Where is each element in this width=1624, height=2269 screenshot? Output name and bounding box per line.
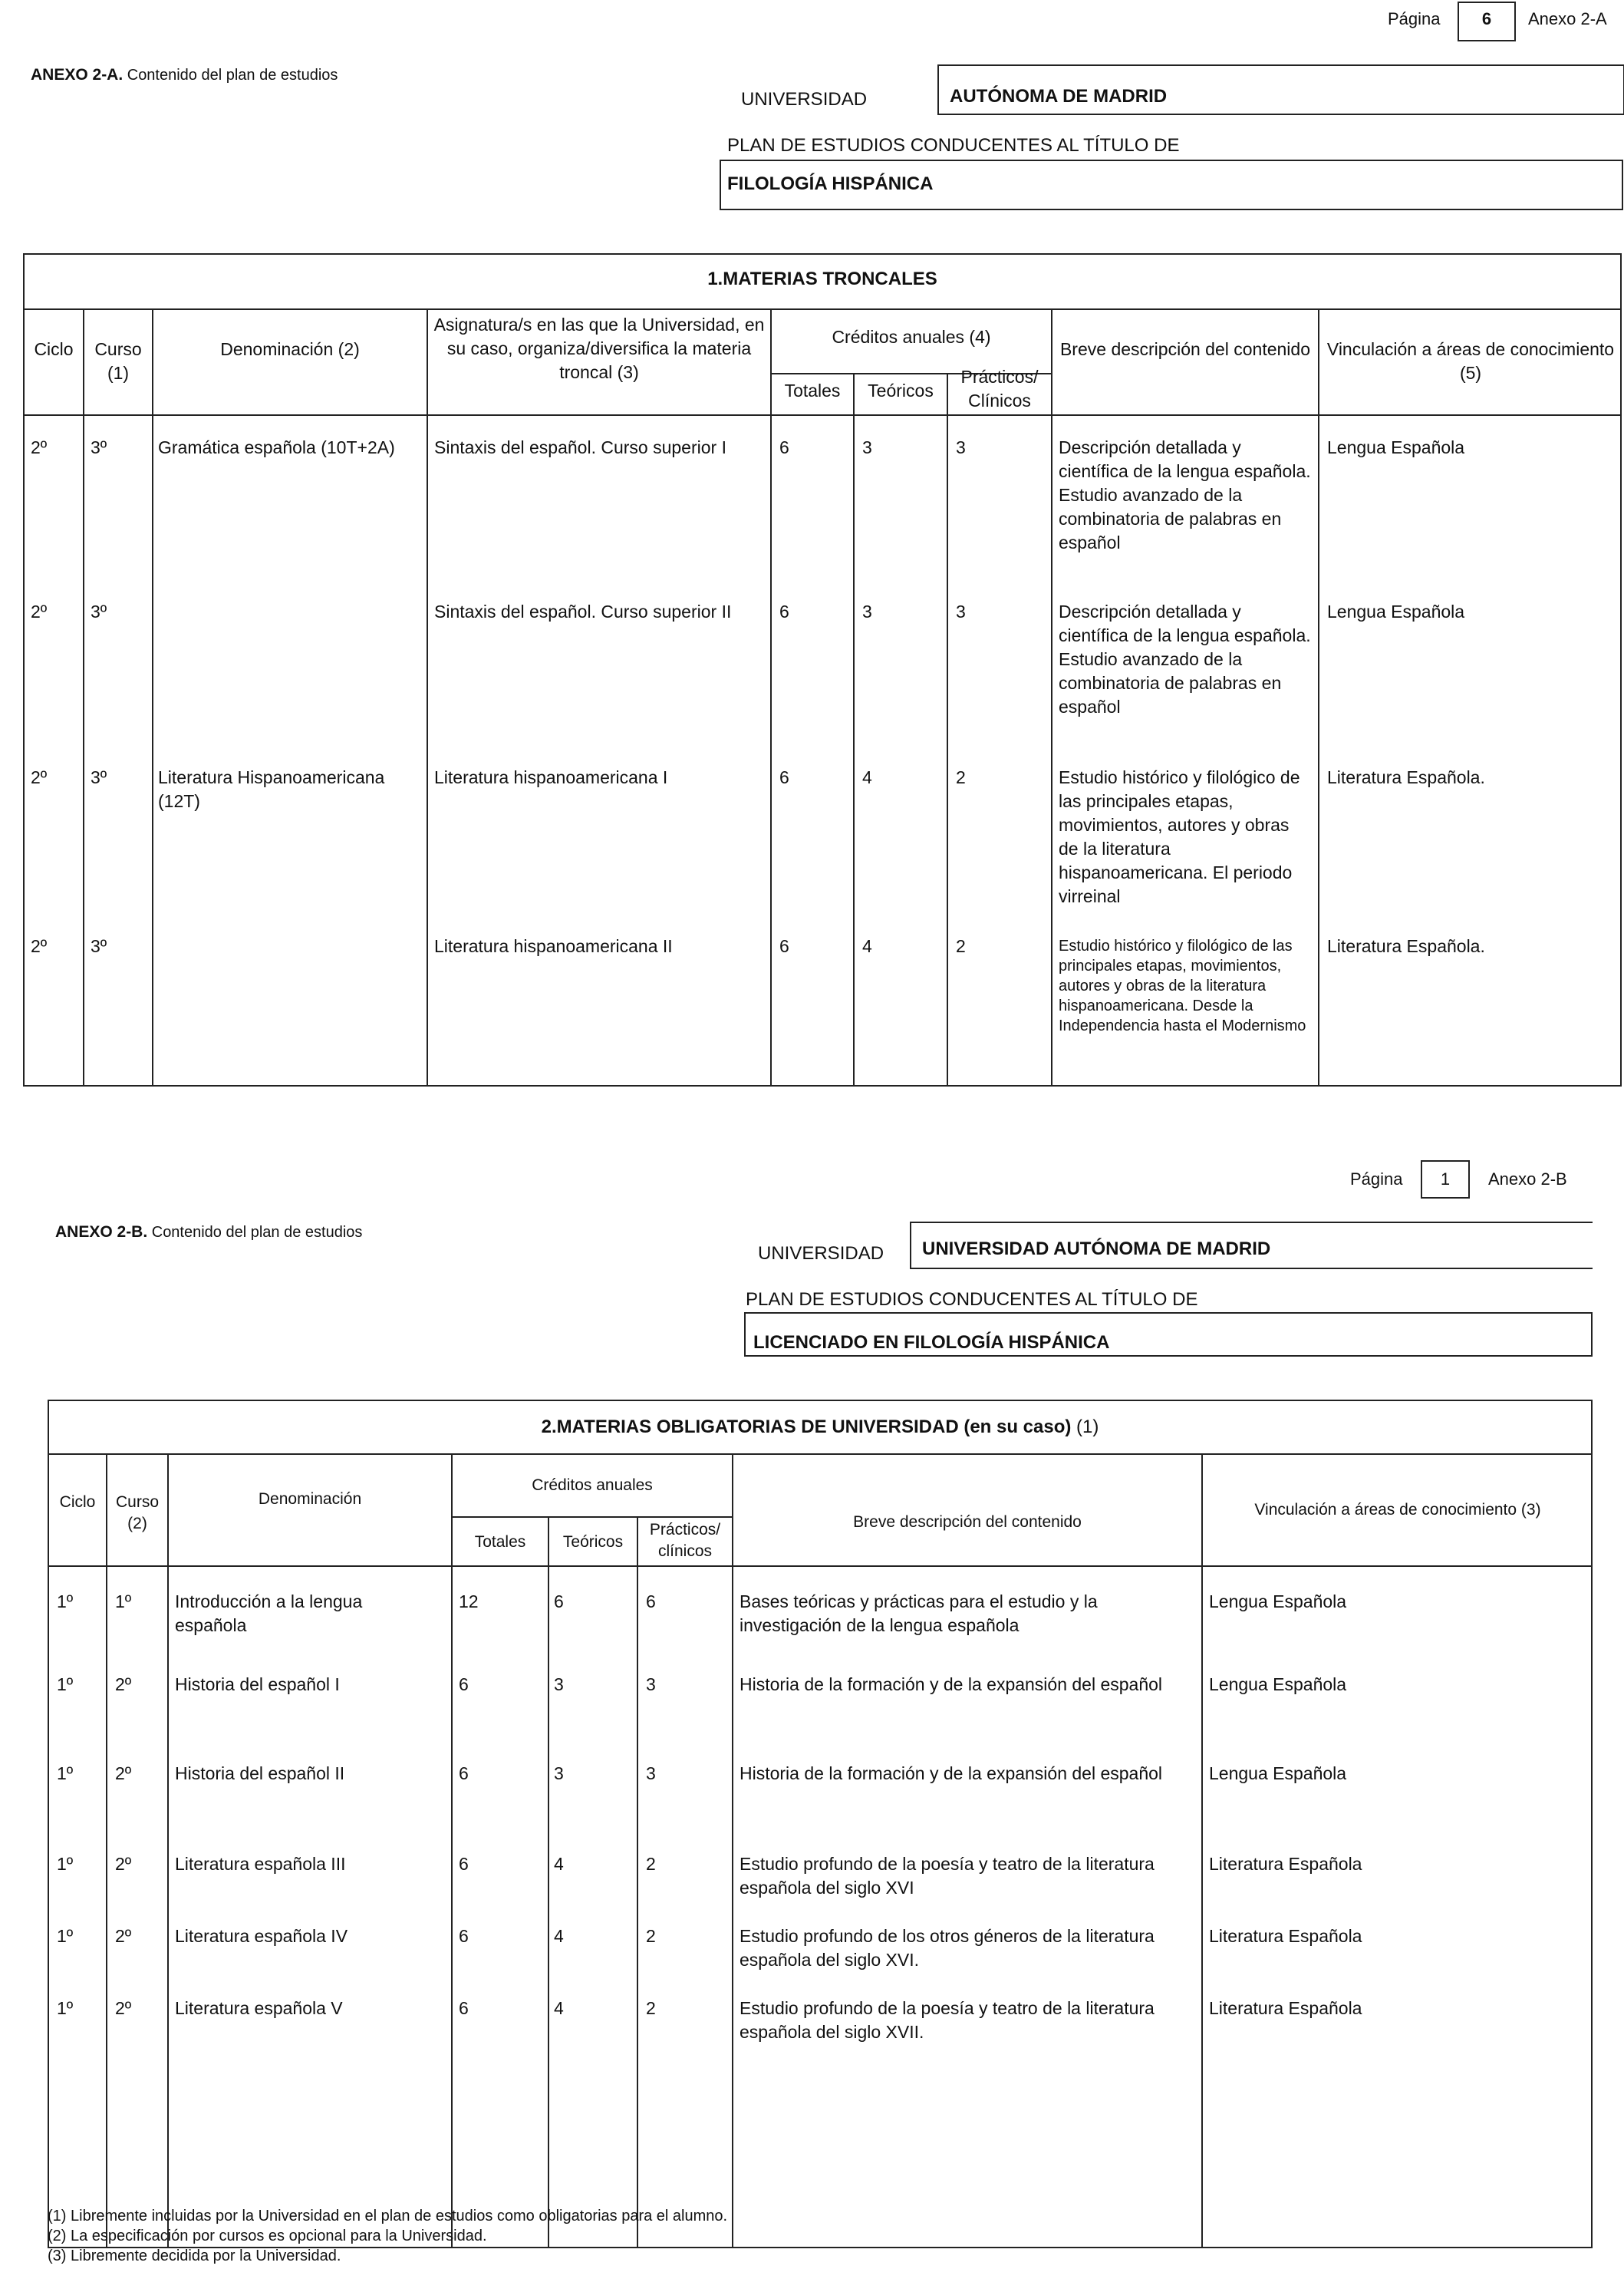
- cell-asignatura: Literatura hispanoamericana II: [434, 936, 673, 956]
- cell-denominacion: Gramática española (10T+2A): [158, 437, 395, 457]
- table-title: [48, 1416, 1593, 1438]
- cell-descripcion: Historia de la formación y de la expansión del español: [740, 1674, 1163, 1694]
- cell-practicos: 3: [646, 1763, 656, 1783]
- plan-label: PLAN DE ESTUDIOS CONDUCENTES AL TÍTULO DE: [746, 1289, 1198, 1310]
- cell-totales: 6: [459, 1926, 469, 1946]
- cell-curso: 2º: [115, 1674, 132, 1694]
- header-creditos: Créditos anuales (4): [832, 327, 991, 347]
- header-denominacion: Denominación: [258, 1490, 362, 1508]
- footnote: (2) La especificación por cursos es opcional para la Universidad.: [48, 2228, 487, 2244]
- cell-vinculacion: Literatura Española.: [1327, 767, 1485, 787]
- cell-descripcion: Estudio profundo de la poesía y teatro de la literatura española del siglo XVII.: [740, 1998, 1155, 2042]
- header-ciclo: Ciclo: [59, 1493, 96, 1511]
- header-curso: Curso (1): [94, 339, 142, 383]
- cell-ciclo: 1º: [57, 1674, 74, 1694]
- cell-descripcion: Historia de la formación y de la expansión del español: [740, 1763, 1163, 1783]
- cell-denominacion: Literatura española III: [175, 1854, 346, 1874]
- cell-ciclo: 2º: [31, 767, 48, 787]
- cell-practicos: 2: [646, 1926, 656, 1946]
- cell-teoricos: 4: [554, 1998, 564, 2018]
- cell-ciclo: 2º: [31, 437, 48, 457]
- cell-descripcion: Descripción detallada y científica de la lengua española. Estudio avanzado de la combinatoria de palabras en español: [1059, 437, 1311, 552]
- cell-ciclo: 2º: [31, 936, 48, 956]
- cell-vinculacion: Lengua Española: [1327, 437, 1465, 457]
- plan-value: FILOLOGÍA HISPÁNICA: [727, 173, 934, 194]
- cell-vinculacion: Lengua Española: [1327, 602, 1465, 622]
- cell-vinculacion: Literatura Española.: [1327, 936, 1485, 956]
- cell-denominacion: Introducción a la lengua española: [175, 1591, 363, 1635]
- header-asignatura: Asignatura/s en las que la Universidad, en su caso, organiza/diversifica la materia troncal (3): [433, 315, 765, 382]
- cell-teoricos: 3: [862, 602, 872, 622]
- cell-curso: 1º: [115, 1591, 132, 1611]
- cell-descripcion: Estudio profundo de la poesía y teatro de la literatura española del siglo XVI: [740, 1854, 1155, 1898]
- cell-denominacion: Literatura española IV: [175, 1926, 348, 1946]
- cell-teoricos: 4: [862, 767, 872, 787]
- cell-curso: 2º: [115, 1854, 132, 1874]
- cell-practicos: 3: [646, 1674, 656, 1694]
- header-totales: Totales: [784, 381, 841, 401]
- cell-ciclo: 2º: [31, 602, 48, 622]
- cell-vinculacion: Lengua Española: [1209, 1763, 1347, 1783]
- header-vinculacion: Vinculación a áreas de conocimiento (3): [1254, 1501, 1541, 1519]
- cell-vinculacion: Literatura Española: [1209, 1926, 1362, 1946]
- annex-title-rest: Contenido del plan de estudios: [147, 1224, 363, 1241]
- annex-title: [31, 66, 338, 84]
- cell-teoricos: 4: [862, 936, 872, 956]
- cell-denominacion: Historia del español I: [175, 1674, 340, 1694]
- cell-practicos: 6: [646, 1591, 656, 1611]
- table-title-bold: 2.MATERIAS OBLIGATORIAS DE UNIVERSIDAD (en su caso): [541, 1416, 1072, 1437]
- cell-teoricos: 3: [554, 1763, 564, 1783]
- plan-value: LICENCIADO EN FILOLOGÍA HISPÁNICA: [753, 1332, 1110, 1353]
- cell-practicos: 2: [646, 1854, 656, 1874]
- cell-descripcion: Estudio profundo de los otros géneros de la literatura española del siglo XVI.: [740, 1926, 1155, 1970]
- cell-vinculacion: Lengua Española: [1209, 1674, 1347, 1694]
- cell-asignatura: Sintaxis del español. Curso superior I: [434, 437, 726, 457]
- university-label: UNIVERSIDAD: [758, 1243, 884, 1264]
- header-teoricos: Teóricos: [562, 1533, 624, 1551]
- cell-curso: 2º: [115, 1926, 132, 1946]
- cell-curso: 3º: [91, 437, 107, 457]
- cell-teoricos: 3: [554, 1674, 564, 1694]
- cell-practicos: 2: [646, 1998, 656, 2018]
- cell-descripcion: Estudio histórico y filológico de las principales etapas, movimientos, autores y obras de la literatura hispanoamericana. Desde la Independencia hasta el Modernismo: [1059, 938, 1306, 1034]
- cell-totales: 6: [779, 602, 789, 622]
- page-number: 1: [1440, 1169, 1451, 1189]
- cell-totales: 6: [459, 1854, 469, 1874]
- header-practicos: Prácticos/ Clínicos: [960, 367, 1039, 411]
- cell-totales: 12: [459, 1591, 479, 1611]
- header-denominacion: Denominación (2): [220, 339, 360, 359]
- annex-title-bold: ANEXO 2-A.: [31, 66, 124, 84]
- cell-ciclo: 1º: [57, 1591, 74, 1611]
- cell-vinculacion: Literatura Española: [1209, 1998, 1362, 2018]
- header-descripcion: Breve descripción del contenido: [853, 1513, 1082, 1531]
- header-ciclo: Ciclo: [34, 339, 74, 359]
- annex-title-bold: ANEXO 2-B.: [55, 1223, 148, 1241]
- cell-asignatura: Sintaxis del español. Curso superior II: [434, 602, 732, 622]
- cell-curso: 3º: [91, 936, 107, 956]
- header-practicos: Prácticos/ clínicos: [649, 1521, 721, 1560]
- cell-totales: 6: [459, 1763, 469, 1783]
- cell-vinculacion: Lengua Española: [1209, 1591, 1347, 1611]
- cell-teoricos: 3: [862, 437, 872, 457]
- header-descripcion: Breve descripción del contenido: [1059, 339, 1311, 359]
- cell-practicos: 2: [956, 936, 966, 956]
- cell-practicos: 2: [956, 767, 966, 787]
- cell-teoricos: 4: [554, 1854, 564, 1874]
- table-title: 1.MATERIAS TRONCALES: [707, 269, 937, 289]
- cell-vinculacion: Literatura Española: [1209, 1854, 1362, 1874]
- cell-teoricos: 4: [554, 1926, 564, 1946]
- header-creditos: Créditos anuales: [532, 1476, 653, 1494]
- university-label: UNIVERSIDAD: [741, 89, 868, 110]
- cell-denominacion: Literatura Hispanoamericana (12T): [158, 767, 385, 811]
- header-teoricos: Teóricos: [868, 381, 934, 401]
- cell-curso: 2º: [115, 1763, 132, 1783]
- cell-curso: 2º: [115, 1998, 132, 2018]
- cell-totales: 6: [459, 1674, 469, 1694]
- footnote: (1) Libremente incluidas por la Universidad en el plan de estudios como obligatorias para el alumno.: [48, 2208, 728, 2224]
- annex-code: Anexo 2-B: [1488, 1169, 1567, 1189]
- footnote: (3) Libremente decidida por la Universidad.: [48, 2248, 341, 2264]
- annex-title: [55, 1223, 362, 1242]
- cell-ciclo: 1º: [57, 1998, 74, 2018]
- page-label: Página: [1388, 9, 1441, 28]
- cell-asignatura: Literatura hispanoamericana I: [434, 767, 668, 787]
- cell-descripcion: Bases teóricas y prácticas para el estudio y la investigación de la lengua española: [740, 1591, 1098, 1635]
- cell-denominacion: Literatura española V: [175, 1998, 343, 2018]
- cell-teoricos: 6: [554, 1591, 564, 1611]
- cell-denominacion: Historia del español II: [175, 1763, 345, 1783]
- plan-label: PLAN DE ESTUDIOS CONDUCENTES AL TÍTULO DE: [727, 135, 1180, 156]
- cell-totales: 6: [779, 767, 789, 787]
- cell-practicos: 3: [956, 602, 966, 622]
- cell-ciclo: 1º: [57, 1926, 74, 1946]
- cell-practicos: 3: [956, 437, 966, 457]
- cell-totales: 6: [779, 437, 789, 457]
- university-value: AUTÓNOMA DE MADRID: [950, 86, 1168, 107]
- university-value: UNIVERSIDAD AUTÓNOMA DE MADRID: [922, 1238, 1271, 1259]
- cell-ciclo: 1º: [57, 1854, 74, 1874]
- cell-totales: 6: [779, 936, 789, 956]
- table-title-rest: (1): [1071, 1416, 1099, 1437]
- cell-totales: 6: [459, 1998, 469, 2018]
- annex-code: Anexo 2-A: [1528, 9, 1607, 28]
- cell-curso: 3º: [91, 602, 107, 622]
- annex-title-rest: Contenido del plan de estudios: [123, 67, 338, 84]
- page-number: 6: [1481, 9, 1492, 28]
- cell-descripcion: Descripción detallada y científica de la lengua española. Estudio avanzado de la combinatoria de palabras en español: [1059, 602, 1311, 717]
- cell-ciclo: 1º: [57, 1763, 74, 1783]
- header-vinculacion: Vinculación a áreas de conocimiento (5): [1326, 339, 1615, 383]
- header-curso: Curso (2): [115, 1493, 160, 1532]
- cell-curso: 3º: [91, 767, 107, 787]
- header-totales: Totales: [474, 1533, 526, 1551]
- page-label: Página: [1350, 1169, 1403, 1189]
- cell-descripcion: Estudio histórico y filológico de las principales etapas, movimientos, autores y obras de la literatura hispanoamericana. El periodo virreinal: [1059, 767, 1300, 906]
